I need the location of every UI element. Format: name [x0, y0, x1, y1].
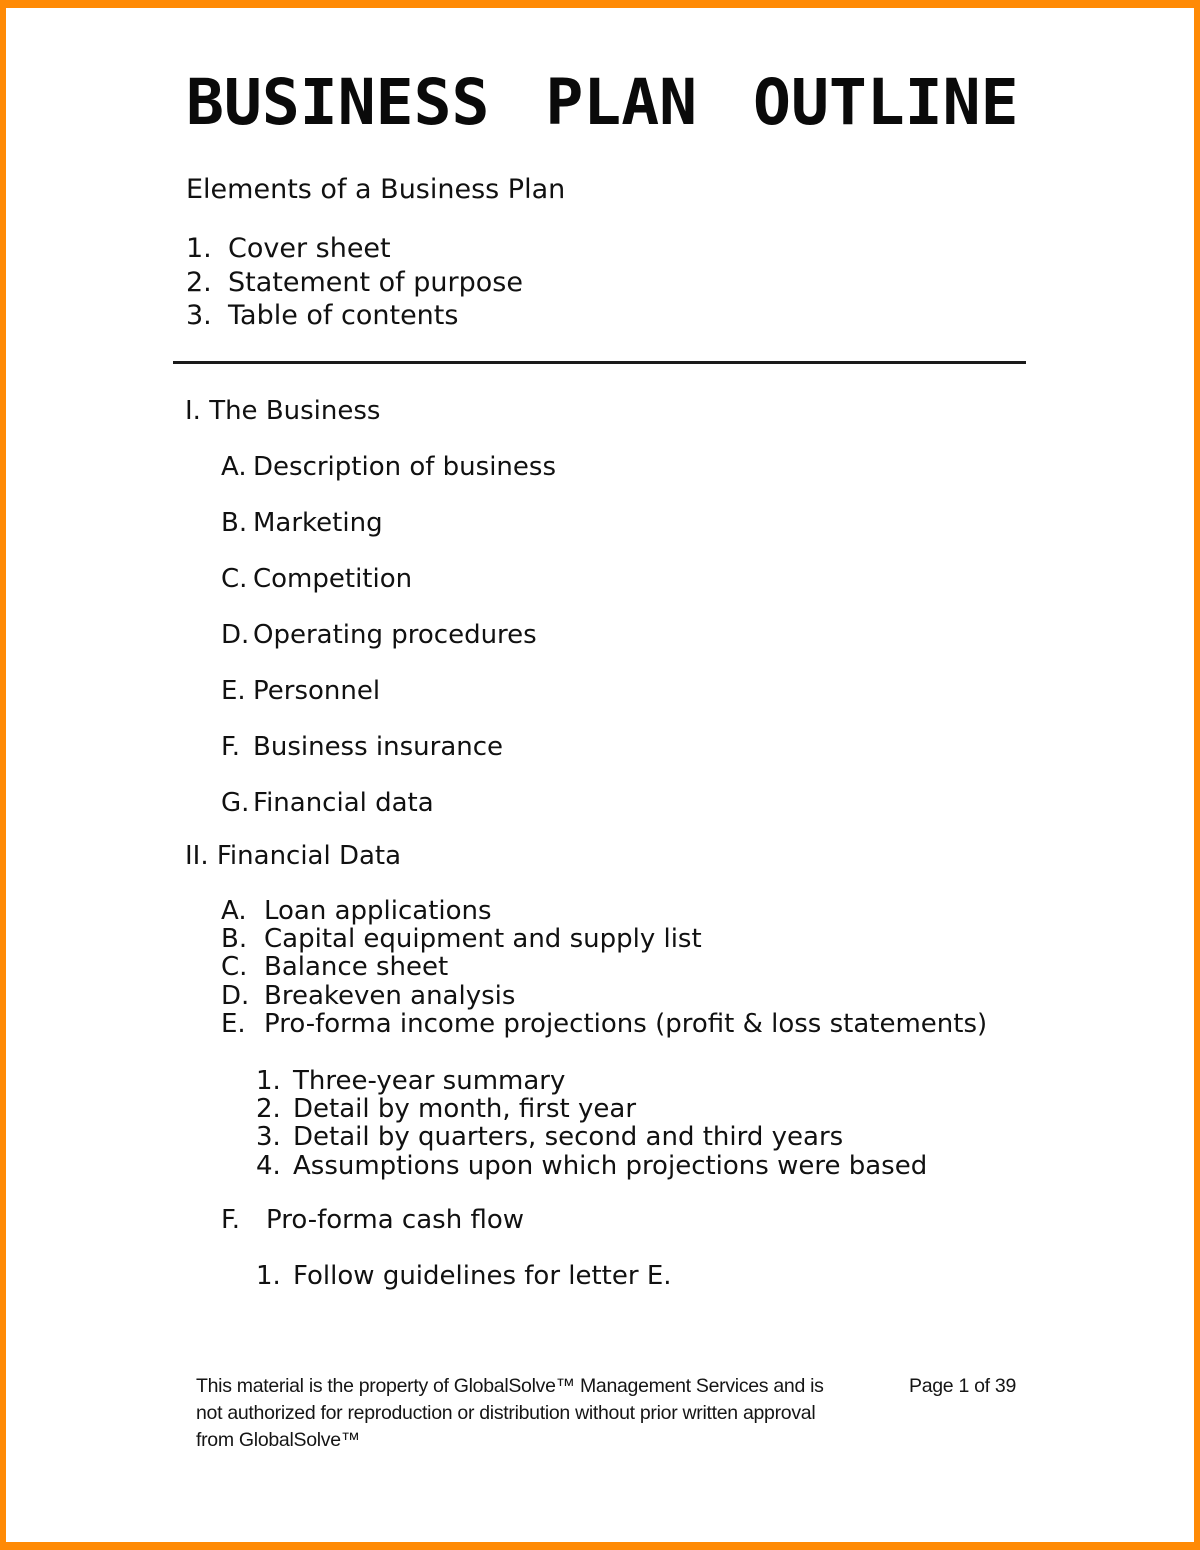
- list-item-text: Statement of purpose: [228, 266, 523, 298]
- list-item: [221, 953, 1194, 981]
- footer-notice-line: from GlobalSolve™: [196, 1428, 360, 1451]
- list-item: [221, 925, 1194, 953]
- list-item-text: Follow guidelines for letter E.: [293, 1261, 672, 1292]
- list-item-letter: A.: [221, 895, 247, 926]
- list-item: [221, 1206, 1194, 1234]
- list-item-letter: F.: [221, 1205, 241, 1236]
- list-item: [256, 1067, 1194, 1095]
- list-item: [221, 621, 1194, 649]
- list-item: [221, 509, 1194, 537]
- list-item-text: Marketing: [253, 507, 383, 538]
- list-item-text: Detail by month, first year: [293, 1093, 637, 1124]
- section-1-heading: I. The Business: [185, 395, 381, 426]
- list-item: [221, 677, 1194, 705]
- section-1-items: [6, 453, 1194, 817]
- list-item-number: 4.: [256, 1150, 281, 1181]
- list-item: [221, 789, 1194, 817]
- list-item-text: Business insurance: [253, 731, 504, 762]
- horizontal-divider: [173, 361, 1026, 364]
- list-item-text: Assumptions upon which projections were based: [293, 1150, 928, 1181]
- list-item: [256, 1262, 1194, 1290]
- list-item-letter: C.: [221, 952, 248, 983]
- list-item-number: 3.: [256, 1122, 281, 1153]
- footer-notice-line: This material is the property of GlobalSolve™ Management Services and is: [196, 1374, 824, 1397]
- list-item: [221, 982, 1194, 1010]
- list-item: [221, 565, 1194, 593]
- list-item: [221, 733, 1194, 761]
- list-item: [186, 266, 1194, 300]
- list-item: [256, 1095, 1194, 1123]
- list-item-letter: B.: [221, 507, 248, 538]
- list-item: [221, 897, 1194, 925]
- list-item-number: 1.: [256, 1261, 281, 1292]
- list-item-letter: G.: [221, 787, 250, 818]
- page-footer: [6, 1373, 1194, 1454]
- list-item-letter: F.: [221, 731, 241, 762]
- list-item-text: Description of business: [253, 451, 556, 482]
- list-item-letter: B.: [221, 923, 248, 954]
- section-2-e-sublist: [256, 1067, 1194, 1181]
- list-item-letter: D.: [221, 980, 250, 1011]
- list-item-number: 1.: [186, 233, 212, 264]
- list-item: [221, 453, 1194, 481]
- section-2-heading: II. Financial Data: [185, 840, 402, 871]
- page-subtitle: Elements of a Business Plan: [186, 174, 566, 205]
- list-item: [186, 299, 1194, 333]
- list-item: [221, 1010, 1194, 1038]
- list-item-text: Breakeven analysis: [264, 980, 516, 1011]
- list-item-text: Detail by quarters, second and third years: [293, 1122, 844, 1153]
- intro-list: [186, 232, 1194, 333]
- list-item-number: 3.: [186, 300, 212, 331]
- list-item-letter: A.: [221, 451, 247, 482]
- list-item: [256, 1123, 1194, 1151]
- list-item: [256, 1152, 1194, 1180]
- list-item: [186, 232, 1194, 266]
- list-item-text: Personnel: [253, 675, 381, 706]
- list-item-text: Table of contents: [228, 300, 459, 331]
- footer-notice-line: not authorized for reproduction or distribution without prior written approval: [196, 1401, 816, 1424]
- list-item-text: Pro-forma income projections (profit & loss statements): [264, 1009, 988, 1040]
- list-item-number: 1.: [256, 1065, 281, 1096]
- list-item-text: Three-year summary: [293, 1065, 566, 1096]
- list-item-text: Balance sheet: [264, 952, 449, 983]
- section-2-f-sublist: [256, 1262, 1194, 1290]
- section-2-items: [221, 897, 1194, 1039]
- list-item-text: Pro-forma cash flow: [266, 1205, 524, 1236]
- list-item-text: Competition: [253, 563, 413, 594]
- list-item-letter: E.: [221, 675, 246, 706]
- list-item-letter: D.: [221, 619, 250, 650]
- list-item-letter: E.: [221, 1009, 246, 1040]
- list-item-letter: C.: [221, 563, 248, 594]
- list-item-number: 2.: [186, 266, 212, 298]
- page-number: Page 1 of 39: [909, 1374, 1016, 1397]
- list-item-text: Cover sheet: [228, 233, 391, 264]
- list-item-text: Loan applications: [264, 895, 492, 926]
- list-item-number: 2.: [256, 1093, 281, 1124]
- list-item-text: Financial data: [253, 787, 434, 818]
- page-title: BUSINESS PLAN OUTLINE: [186, 66, 1019, 139]
- list-item-text: Capital equipment and supply list: [264, 923, 702, 954]
- footer-notice: [196, 1373, 846, 1454]
- list-item-text: Operating procedures: [253, 619, 537, 650]
